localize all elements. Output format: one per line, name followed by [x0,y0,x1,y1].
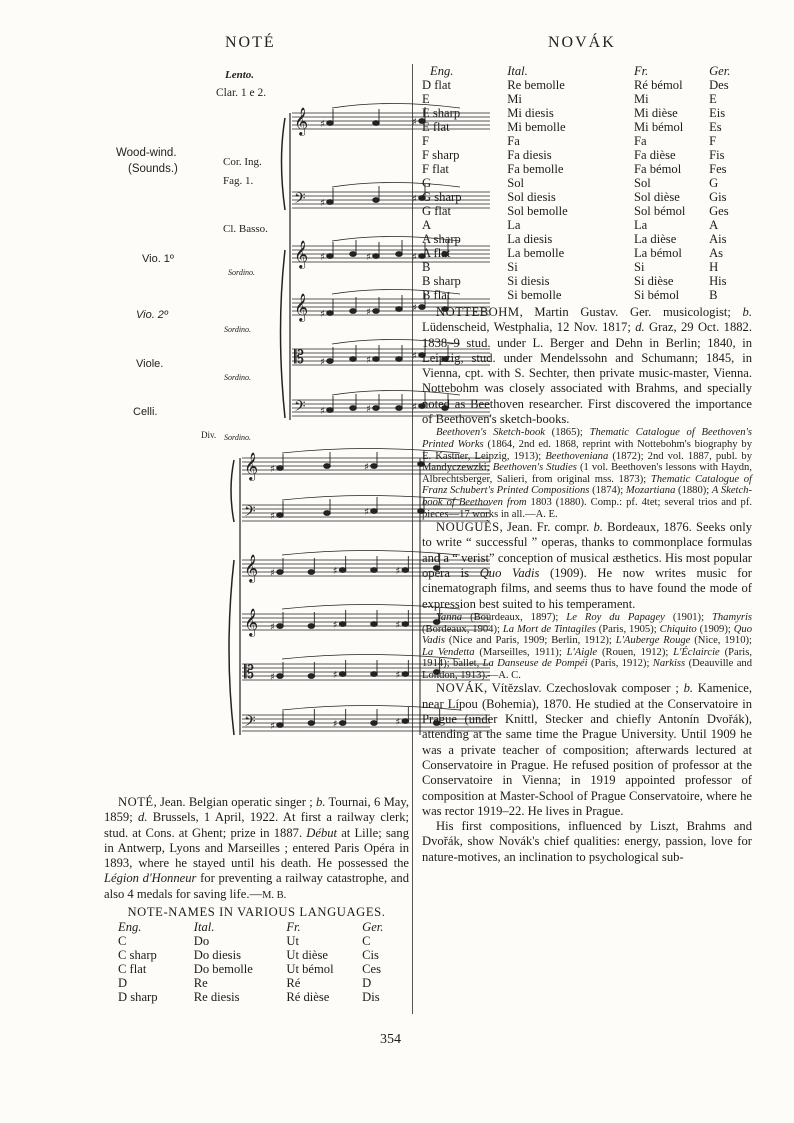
label-vio2: Vio. 2º [136,309,168,321]
cell-eng: E sharp [422,106,461,120]
sharp-icon: ♯ [366,404,371,415]
note-head [350,406,357,411]
cell-ital: Fa bemolle [507,162,564,176]
note-head [396,252,403,257]
cell-fr: Ré dièse [286,990,330,1005]
sharp-icon: ♯ [270,511,275,522]
clef-alto-icon: 𝄡 [244,662,255,683]
note-head [402,568,409,573]
note-name-row [422,218,752,232]
note-name-row [422,162,752,176]
cell-fr: Mi [633,92,649,106]
note-head [277,624,284,629]
cell-fr: Sol dièse [633,190,680,204]
clef-treble-icon: 𝄞 [294,107,309,135]
note-name-row [118,948,399,962]
entry-nougues: NOUGUÈS, Jean. Fr. compr. b. Bordeaux, 1876. Seeks only to write “ successful ” operas, thanks to commonplace formulas and a “ verist” conception of musical æsthetics. His most popular opera is Quo Vadis (1909). He now writes music for cinematograph films, and seems thus to have found the mode of expression best suited to his temperament. [422,520,753,611]
note-head [327,121,334,126]
sharp-icon: ♯ [332,670,338,681]
cell-ital: Mi [507,92,522,106]
note-name-row [422,120,752,134]
clef-bass-icon: 𝄢 [294,190,306,211]
work-detail: (1872); 2nd vol. 1887, publ. by Mandyczewzki; [422,450,752,474]
note-head [324,464,331,469]
cell-eng: G [422,176,432,190]
note-name-row [422,92,752,106]
note-head [402,622,409,627]
note-name-row [422,288,752,302]
sharp-icon: ♯ [395,566,401,577]
col-header-fr: Fr. [633,64,649,78]
note-head [277,570,284,575]
cell-eng: C sharp [118,948,157,963]
cell-ital: Si diesis [507,274,550,288]
cell-eng: F [422,134,430,148]
sharp-icon: ♯ [366,355,371,366]
cell-ger: Dis [362,990,380,1005]
note-head [277,674,284,679]
cell-eng: B [422,260,431,274]
note-head [350,309,357,314]
work-title: La Vendetta [422,646,475,658]
note-head [327,311,334,316]
note-head [308,674,315,679]
sharp-icon: ♯ [332,620,338,631]
cell-ger: As [709,246,724,260]
cell-fr: Si dièse [633,274,674,288]
work-title: La Mort de Tintagiles [502,623,596,635]
cell-ital: Re diesis [193,990,240,1005]
cell-ital: Si bemolle [507,288,562,302]
cell-eng: D flat [422,78,452,92]
sharp-icon: ♯ [320,198,325,209]
brace-woodwind-icon [282,118,286,210]
sharp-icon: ♯ [366,252,371,263]
work-title: Beethoven's Studies [492,462,577,474]
label-clar: Clar. 1 e 2. [216,87,267,99]
cell-ger: Ces [362,962,381,977]
sharp-icon: ♯ [412,402,417,413]
work-detail: (1874); [589,485,626,497]
label-div: Div. [201,430,217,440]
work-detail: (Nice, 1910); [690,635,752,647]
entry-novak: NOVÁK, Vítězslav. Czechoslovak composer ; b. Kamenice, near Lípou (Bohemia), 1870. He studied at the Conservatoire in Prague (under Knittl, Stecker and chiefly Antonín Dvořák), attending at the same time the Prague University. Until 1909 he was a private teacher of composition; afterwards lectured at Conservatoire in Prague. He refused position of professor at the Conservatoire in Vienna; in 1919 appointed professor of composition at Master-School of Prague Conservatoire, where he was rector 1919–22. He lives in Prague. [422,681,752,818]
sharp-icon: ♯ [270,622,275,633]
work-detail: (1 vol. Beethoven's lessons with Haydn, Albrechtsberger, Salieri, from original mss. 1873); [422,462,752,485]
work-title: Thamyris [711,611,753,623]
sharp-icon: ♯ [364,462,369,473]
col-header-fr: Fr. [286,920,301,935]
note-head [402,672,409,677]
clef-treble-icon: 𝄞 [294,293,309,321]
work-title: Le Roy du Papagey [566,611,665,623]
cell-ital: Do bemolle [193,962,253,977]
work-title: L'Éclaircie [673,646,720,658]
label-fag: Fag. 1. [223,175,254,187]
note-head [350,252,357,257]
nougues-works [422,612,752,682]
cell-eng: E [422,92,430,106]
cell-eng: F flat [422,162,449,176]
cell-fr: Mi dièse [633,106,678,120]
cell-fr: La dièse [633,232,677,246]
cell-ger: Fis [709,148,725,162]
note-head [324,511,331,516]
sharp-icon: ♯ [412,351,417,362]
cell-ital: Fa diesis [507,148,552,162]
cell-ger: Es [709,120,722,134]
note-head [373,198,380,203]
work-title: L'Auberge Rouge [615,635,691,647]
note-head [327,200,334,205]
sharp-icon: ♯ [320,252,325,263]
sharp-icon: ♯ [320,357,325,368]
clef-treble-icon: 𝄞 [244,452,259,480]
cell-ger: H [709,260,719,274]
cell-fr: Sol bémol [633,204,686,218]
cell-ital: Sol diesis [507,190,556,204]
cell-eng: G sharp [422,190,462,204]
col-header-ital: Ital. [193,920,215,935]
sharp-icon: ♯ [412,117,417,128]
sharp-icon: ♯ [320,119,325,130]
cell-ger: D [362,976,372,991]
note-head [371,721,378,726]
sharp-icon: ♯ [270,672,275,683]
cell-eng: E flat [422,120,450,134]
sharp-icon: ♯ [332,566,338,577]
note-head [371,568,378,573]
sordino-vio1: Sordino. [228,268,256,277]
cell-fr: Fa bémol [633,162,682,176]
cell-fr: Ut dièse [286,948,328,963]
cell-ital: Mi bemolle [507,120,566,134]
work-detail: (Nice and Paris, 1909; Berlin, 1912); [444,635,616,647]
cell-ger: Cis [362,948,379,963]
sharp-icon: ♯ [412,303,417,314]
note-head [373,309,380,314]
work-title: Thematic Catalogue of Franz Schubert's Printed Compositions [422,473,752,497]
cell-ger: E [709,92,717,106]
label-sounds: (Sounds.) [128,163,178,175]
clef-bass-icon: 𝄢 [244,503,256,524]
cell-fr: Si [633,260,645,274]
note-name-row [422,176,752,190]
clef-bass-icon: 𝄢 [244,713,256,734]
work-detail: 1803 (1880). Comp.: pf. 4tet; several trios and pf. pieces—17 works in all.—A. E. [422,496,752,520]
note-name-row [422,260,752,274]
work-title: L'Aigle [566,646,598,658]
label-woodwind: Wood-wind. [116,147,177,159]
cell-ger: Eis [709,106,726,120]
clef-treble-icon: 𝄞 [244,608,259,636]
sharp-icon: ♯ [395,670,401,681]
cell-ger: Des [709,78,729,92]
work-title: Beethoven's Sketch-book [436,427,545,439]
cell-ger: Ges [709,204,729,218]
work-detail: (Paris, 1914); ballet, [422,646,752,670]
note-head [339,622,346,627]
note-head [327,408,334,413]
cell-eng: B flat [422,288,451,302]
note-head [396,357,403,362]
note-name-row [422,232,752,246]
running-head-right: NOVÁK [548,34,616,51]
work-detail: (1864, 2nd ed. 1868, reprint with Nottebohm's biography by E. Kastner, Leipzig, 1913); [422,438,752,462]
note-head [373,121,380,126]
cell-ital: Mi diesis [507,106,554,120]
col-header-eng: Eng. [430,64,454,78]
work-title: Chiquito [659,623,697,635]
work-title: Beethoveniana [545,450,609,462]
work-title: La Danseuse de Pompéi [482,658,588,670]
entry-lemma: NOTÉ [118,795,154,809]
cell-fr: Fa [633,134,647,148]
work-detail: (1865); [544,427,590,439]
sharp-icon: ♯ [412,252,417,263]
brace-icon [229,560,234,735]
note-name-row [422,274,752,288]
cell-ger: C [362,934,371,949]
note-head [308,721,315,726]
sharp-icon: ♯ [366,307,371,318]
cell-fr: Ut bémol [286,962,334,977]
cell-ital: Sol [507,176,524,190]
note-name-row [118,990,399,1004]
note-head [371,464,378,469]
cell-eng: A flat [422,246,451,260]
column-divider [412,64,413,1014]
note-head [402,719,409,724]
cell-ital: Do [193,934,210,949]
sharp-icon: ♯ [320,309,325,320]
note-head [350,357,357,362]
cell-ger: His [709,274,727,288]
note-head [373,357,380,362]
entry-note: NOTÉ, Jean. Belgian operatic singer ; b. Tournai, 6 May, 1859; d. Brussels, 1 April, 1922. At first a railway clerk; stud. at Cons. at Ghent; prize in 1887. Début at Lille; sang in Antwerp, Lyons and Marseilles ; entered Paris Opéra in 1893, where he stayed until his death. He possessed the Légion d'Honneur for preventing a railway catastrophe, and also 4 medals for saving life.—M. B. [104,795,410,901]
note-head [308,570,315,575]
work-detail: (1880); [675,485,712,497]
sharp-icon: ♯ [270,464,275,475]
novak-paragraph-2: His first compositions, influenced by Liszt, Brahms and Dvořák, show Novák's chief qualities: energy, passion, love for nature-motives, an inclination to psychological sub- [422,819,752,864]
note-name-row [422,78,752,92]
sharp-icon: ♯ [332,719,338,730]
cell-ital: La bemolle [507,246,565,260]
cell-ger: F [709,134,717,148]
work-title: A Sketch-book of Beethoven from [422,485,753,508]
tempo-marking: Lento. [225,69,255,81]
note-names-title: NOTE-NAMES IN VARIOUS LANGUAGES. [127,905,386,920]
col-header-ger: Ger. [709,64,731,78]
nottebohm-works [422,427,752,520]
work-title: Quo Vadis [422,623,753,647]
cell-ital: Sol bemolle [507,204,568,218]
cell-eng: G flat [422,204,452,218]
cell-fr: Si bémol [633,288,680,302]
cell-ital: La [507,218,521,232]
note-head [277,466,284,471]
right-column-text [422,64,752,865]
cell-ger: Fes [709,162,727,176]
work-title: Thematic Catalogue of Beethoven's Printed Works [422,427,752,450]
cell-eng: D [118,976,128,991]
note-names-table-right [422,64,752,302]
note-name-row [118,962,399,976]
work-detail: (Bourdeaux, 1897); [462,611,567,623]
brace-strings-icon [281,250,286,418]
brace-icon [231,460,234,522]
note-name-row [422,134,752,148]
note-head [371,672,378,677]
cell-ital: Do diesis [193,948,241,963]
note-head [371,509,378,514]
work-title: Mozartiana [625,485,676,497]
note-head [339,568,346,573]
sharp-icon: ♯ [412,194,417,205]
running-head-left: NOTÉ [225,34,276,51]
cell-eng: B sharp [422,274,461,288]
clef-treble-icon: 𝄞 [244,554,259,582]
cell-eng: D sharp [118,990,158,1005]
cell-eng: A sharp [422,232,461,246]
left-column-text [104,795,409,1004]
cell-fr: Mi bémol [633,120,684,134]
note-head [396,307,403,312]
note-head [277,723,284,728]
work-detail: (Marseilles, 1911); [474,646,567,658]
cell-ital: Fa [507,134,520,148]
note-head [277,513,284,518]
note-head [339,721,346,726]
sharp-icon: ♯ [320,406,325,417]
cell-fr: Ut [286,934,299,949]
note-head [373,406,380,411]
cell-fr: Sol [633,176,651,190]
work-detail: (Rouen, 1912); [597,646,674,658]
work-detail: (Paris, 1905); [595,623,660,635]
cell-ital: Si [507,260,518,274]
work-title: Yanna [436,611,463,623]
work-detail: (Deauville and London, 1913).—A. C. [422,658,752,681]
label-vio1: Vio. 1º [142,253,174,265]
note-head [327,254,334,259]
note-head [371,622,378,627]
note-head [308,624,315,629]
sordino-viole: Sordino. [224,373,252,382]
label-celli: Celli. [133,406,158,418]
entry-nottebohm: NOTTEBOHM, Martin Gustav. Ger. musicologist; b. Lüdenscheid, Westphalia, 12 Nov. 1817; d. Graz, 29 Oct. 1882. 1838–9 stud. under L. Berger and Dehn in Berlin; 1840, in Leipzig, stud. under Mendelssohn and Schumann; 1845, in Vienna, cpt. with S. Sechter, then private music-master, Vienna. Nottebohm was closely associated with Brahms, and specially noted as Beethoven researcher. First discovered the importance of Beethoven's sketch-books. [422,305,752,427]
sharp-icon: ♯ [395,620,401,631]
note-head [373,254,380,259]
cell-ger: Ais [709,232,727,246]
note-names-table-left [118,920,399,1004]
work-detail: (Bordeaux, 1904); [422,623,503,635]
note-name-row [422,190,752,204]
note-head [327,359,334,364]
cell-fr: Fa dièse [633,148,676,162]
page-number: 354 [380,1032,401,1047]
label-cor-ing: Cor. Ing. [223,156,262,168]
col-header-eng: Eng. [118,920,142,935]
cell-fr: Ré bémol [633,78,683,92]
cell-fr: La [633,218,648,232]
sordino-celli: Sordino. [224,433,252,442]
work-detail: (Paris, 1912); [587,658,653,670]
cell-ger: A [709,218,719,232]
note-name-row [118,934,399,948]
sharp-icon: ♯ [395,717,401,728]
sharp-icon: ♯ [270,721,275,732]
work-detail: (1909); [696,623,734,635]
work-title: Narkiss [652,658,686,670]
clef-alto-icon: 𝄡 [294,347,305,368]
note-head [339,672,346,677]
cell-ital: Re bemolle [507,78,565,92]
clef-treble-icon: 𝄞 [294,240,309,268]
cell-ger: Gis [709,190,727,204]
sharp-icon: ♯ [364,507,369,518]
note-name-row [118,976,399,990]
note-name-row [422,106,752,120]
clef-bass-icon: 𝄢 [294,398,306,419]
cell-ital: La diesis [507,232,553,246]
note-head [396,406,403,411]
cell-ger: B [709,288,718,302]
note-name-row [422,148,752,162]
cell-fr: La bémol [633,246,682,260]
col-header-ger: Ger. [362,920,384,935]
note-name-row [422,204,752,218]
musical-score-example [100,60,417,780]
cell-fr: Ré [286,976,301,991]
note-name-row [422,246,752,260]
sharp-icon: ♯ [270,568,275,579]
label-cl-basso: Cl. Basso. [223,223,268,235]
cell-eng: C [118,934,127,949]
cell-eng: A [422,218,432,232]
col-header-ital: Ital. [507,64,528,78]
sordino-vio2: Sordino. [224,325,252,334]
cell-eng: F sharp [422,148,460,162]
label-viole: Viole. [136,358,164,370]
cell-ger: G [709,176,719,190]
cell-eng: C flat [118,962,147,977]
cell-ital: Re [193,976,208,991]
work-detail: (1901); [664,611,712,623]
